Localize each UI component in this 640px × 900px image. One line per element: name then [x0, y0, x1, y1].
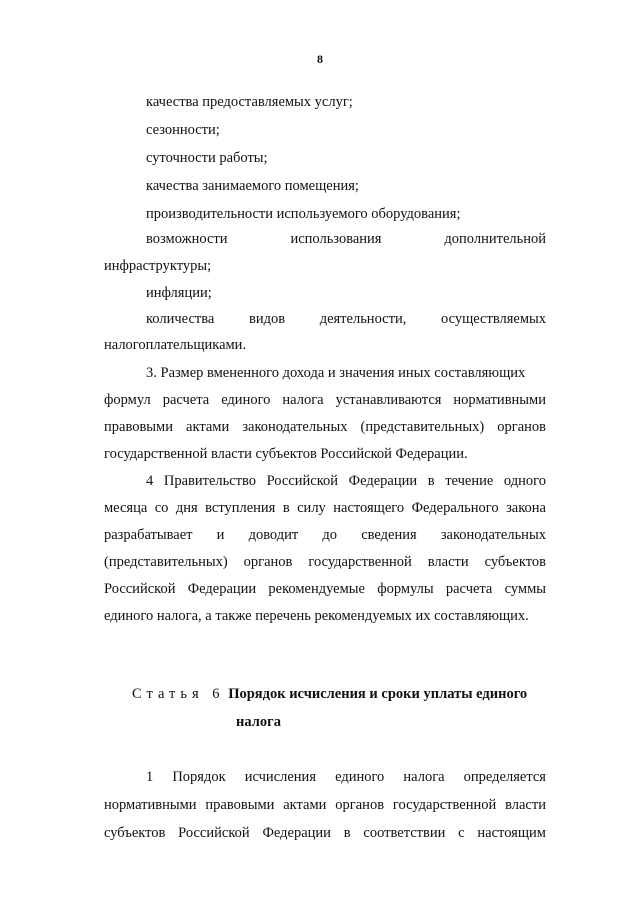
text-word: Федерации	[348, 473, 418, 489]
text-word: количества	[146, 311, 215, 327]
text-word: определяется	[463, 769, 546, 785]
paragraph-4-line-5	[104, 580, 546, 598]
text-word: суммы	[504, 581, 546, 597]
text-word: власти	[427, 554, 469, 570]
paragraph-4-line-1	[146, 472, 546, 490]
text-word: использования	[290, 231, 382, 247]
text-word: возможности	[146, 231, 228, 247]
text-word: соответствии	[363, 825, 446, 841]
text-word: устанавливаются	[335, 392, 442, 408]
text-word: законодательных	[440, 527, 546, 543]
article-6-paragraph-1-line-3	[104, 824, 546, 842]
text-word: формул	[104, 392, 151, 408]
text-word: власти	[505, 797, 546, 813]
text-word: Федерации	[187, 581, 257, 597]
text-word: и	[216, 527, 225, 543]
article-6-paragraph-1-line-1	[146, 768, 546, 786]
text-word: Порядок	[172, 769, 226, 785]
text-word: (представительных)	[104, 554, 228, 570]
text-word: Федерации	[262, 825, 331, 841]
text-word: расчета	[162, 392, 210, 408]
text-word: законодательных	[242, 419, 348, 435]
article-6-title-continuation: налога	[236, 714, 281, 730]
list-item-daily-hours: суточности работы;	[146, 150, 268, 166]
text-word: налога	[403, 769, 445, 785]
text-word: Российской	[104, 581, 176, 597]
text-word: актами	[186, 419, 230, 435]
text-word: разрабатывает	[104, 527, 193, 543]
text-word: настоящим	[477, 825, 546, 841]
text-word: Правительство	[163, 473, 256, 489]
paragraph-4-line-2	[104, 499, 546, 517]
list-item-premises-quality: качества занимаемого помещения;	[146, 178, 359, 194]
text-word: сведения	[361, 527, 417, 543]
text-word: единого	[335, 769, 385, 785]
article-6-label: Статья 6	[132, 686, 225, 702]
text-word: осуществляемых	[440, 311, 546, 327]
text-word: правовыми	[104, 419, 173, 435]
text-word: в	[282, 500, 290, 516]
page-number: 8	[317, 52, 323, 66]
text-word: государственной	[308, 554, 412, 570]
paragraph-3-line-3	[104, 418, 546, 436]
text-word: субъектов	[484, 554, 546, 570]
text-word: актами	[283, 797, 327, 813]
text-word: субъектов	[104, 825, 166, 841]
text-word: течение	[445, 473, 494, 489]
text-word: органов	[497, 419, 546, 435]
text-word: Федерального	[411, 500, 499, 516]
text-word: закона	[506, 500, 546, 516]
text-word: 4	[146, 473, 154, 489]
text-word: налога	[282, 392, 324, 408]
paragraph-4-line-3	[104, 526, 546, 544]
text-word: исчисления	[244, 769, 316, 785]
text-word: правовыми	[205, 797, 275, 813]
list-item-infrastructure-continuation: инфраструктуры;	[104, 258, 212, 274]
text-word: настоящего	[333, 500, 405, 516]
paragraph-4-line-4	[104, 553, 546, 571]
text-word: вступления	[205, 500, 276, 516]
text-word: деятельности,	[319, 311, 407, 327]
text-word: нормативными	[104, 797, 197, 813]
article-6-title: Порядок исчисления и сроки уплаты единого	[228, 686, 528, 702]
paragraph-3-line-1: 3. Размер вмененного дохода и значения иных составляющих	[146, 365, 526, 381]
text-word: дополнительной	[444, 231, 546, 247]
paragraph-3-line-4: государственной власти субъектов Российской Федерации.	[104, 446, 468, 462]
text-word: единого	[221, 392, 271, 408]
text-word: государственной	[392, 797, 497, 813]
text-word: дня	[175, 500, 198, 516]
text-word: Российской	[178, 825, 250, 841]
list-item-seasonality: сезонности;	[146, 122, 220, 138]
text-word: нормативными	[453, 392, 546, 408]
text-word: в	[343, 825, 351, 841]
paragraph-4-line-6: единого налога, а также перечень рекомендуемых их составляющих.	[104, 608, 529, 624]
text-word: до	[322, 527, 338, 543]
text-word: расчета	[445, 581, 493, 597]
text-word: силу	[297, 500, 326, 516]
text-word: со	[154, 500, 169, 516]
text-word: органов	[243, 554, 293, 570]
list-item-equipment-productivity: производительности используемого оборудования;	[146, 206, 461, 222]
article-6-heading	[132, 685, 527, 703]
text-word: формулы	[377, 581, 434, 597]
list-item-activity-continuation: налогоплательщиками.	[104, 337, 247, 353]
text-word: доводит	[248, 527, 299, 543]
text-word: рекомендуемые	[268, 581, 365, 597]
text-word: с	[458, 825, 465, 841]
text-word: месяца	[104, 500, 148, 516]
list-item-service-quality: качества предоставляемых услуг;	[146, 94, 353, 110]
text-word: Российской	[266, 473, 339, 489]
text-word: в	[427, 473, 435, 489]
text-word: (представительных)	[360, 419, 485, 435]
list-item-infrastructure	[146, 230, 546, 248]
list-item-activity-types	[146, 310, 546, 328]
text-word: органов	[335, 797, 385, 813]
text-word: одного	[503, 473, 546, 489]
paragraph-3-line-2	[104, 391, 546, 409]
article-6-paragraph-1-line-2	[104, 796, 546, 814]
list-item-inflation: инфляции;	[146, 285, 212, 301]
text-word: видов	[248, 311, 286, 327]
text-word: 1	[146, 769, 154, 785]
